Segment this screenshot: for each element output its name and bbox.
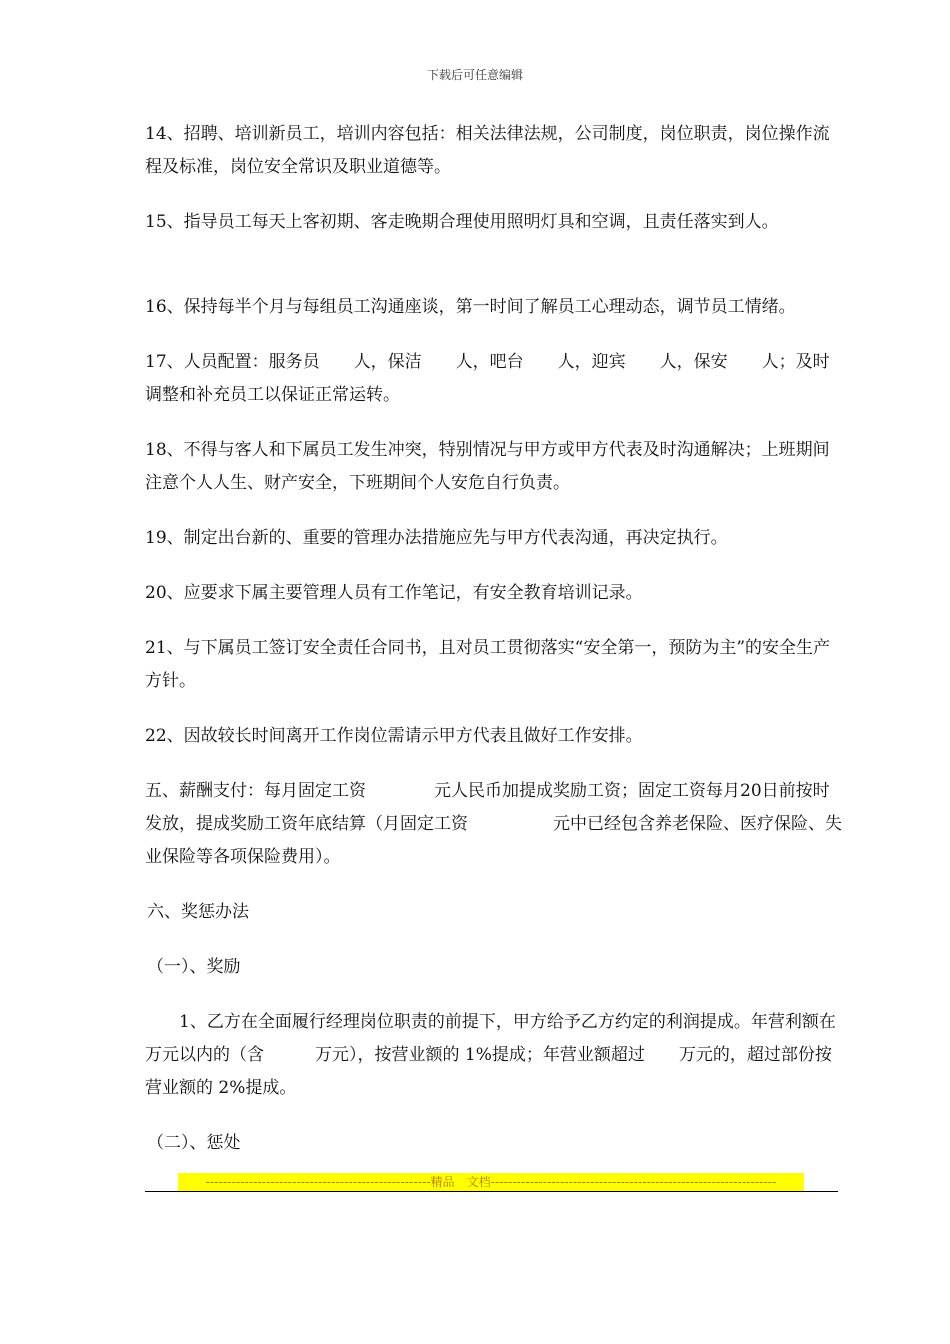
- footer-divider: [145, 1191, 838, 1192]
- reward-clause-1: 1、乙方在全面履行经理岗位职责的前提下，甲方给予乙方约定的利润提成。年营利额在 万元以内的（含 万元），按营业额的 1%提成；年营业额超过 万元的，超过部份按营业额的 2%提成。: [145, 1012, 887, 1098]
- document-body: [145, 118, 887, 1182]
- subsection-penalties-heading: （二）、惩处: [147, 1133, 241, 1153]
- page-footer-banner: ----------------------------------------------------精品 文档------------------------------------------------------------------: [178, 1173, 804, 1191]
- clause-16: 16、保持每半个月与每组员工沟通座谈，第一时间了解员工心理动态，调节员工情绪。: [145, 297, 796, 317]
- clause-17: 17、人员配置：服务员 人，保洁 人，吧台 人，迎宾 人，保安 人；及时调整和补充员工以保证正常运转。: [145, 352, 830, 405]
- clause-15: 15、指导员工每天上客初期、客走晚期合理使用照明灯具和空调，且责任落实到人。: [145, 212, 779, 232]
- page-header: 下载后可任意编辑: [426, 68, 523, 82]
- clause-22: 22、因故较长时间离开工作岗位需请示甲方代表且做好工作安排。: [145, 726, 643, 746]
- section-6-heading: 六、奖惩办法: [147, 902, 249, 922]
- section-5-salary: 五、薪酬支付：每月固定工资 元人民币加提成奖励工资；固定工资每月20日前按时发放，提成奖励工资年底结算（月固定工资 元中已经包含养老保险、医疗保险、失业保险等各项保险费用）。: [145, 781, 842, 867]
- clause-21: 21、与下属员工签订安全责任合同书，且对员工贯彻落实“安全第一，预防为主”的安全生产方针。: [145, 638, 831, 691]
- clause-20: 20、应要求下属主要管理人员有工作笔记，有安全教育培训记录。: [145, 583, 643, 603]
- clause-14: 14、招聘、培训新员工，培训内容包括：相关法律法规，公司制度，岗位职责，岗位操作流程及标准，岗位安全常识及职业道德等。: [145, 124, 830, 177]
- subsection-rewards-heading: （一）、奖励: [147, 957, 241, 977]
- clause-19: 19、制定出台新的、重要的管理办法措施应先与甲方代表沟通，再决定执行。: [145, 528, 728, 548]
- clause-18: 18、不得与客人和下属员工发生冲突，特别情况与甲方或甲方代表及时沟通解决；上班期间注意个人人生、财产安全，下班期间个人安危自行负责。: [145, 440, 830, 493]
